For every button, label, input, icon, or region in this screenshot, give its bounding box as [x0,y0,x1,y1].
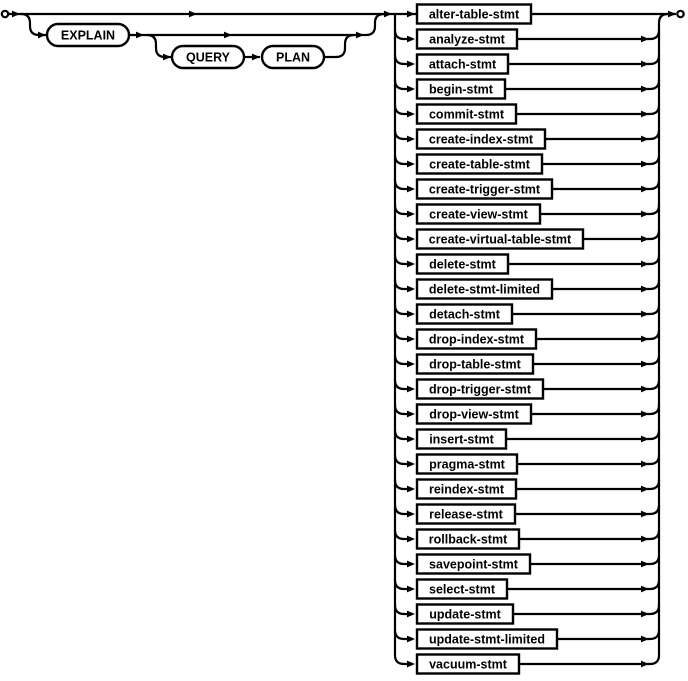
wire [395,230,407,239]
nonterminal-label: update-stmt-limited [429,632,545,647]
nonterminal-label: create-virtual-table-stmt [428,232,572,247]
arrow-right-icon [356,32,364,39]
arrow-right-icon [641,611,649,618]
arrow-right-icon [641,186,649,193]
wire [506,430,659,439]
keyword-label: PLAN [275,50,311,65]
wire [395,55,407,64]
arrow-right-icon [641,261,649,268]
arrow-right-icon [407,136,415,143]
wire [395,655,407,664]
wire [395,355,407,364]
arrow-right-icon [641,586,649,593]
nonterminal-label: drop-index-stmt [428,332,525,347]
wire [531,405,659,414]
wire [508,55,659,64]
nonterminal-label: drop-trigger-stmt [428,382,532,397]
arrow-right-icon [38,32,46,39]
wire [395,105,407,114]
arrow-right-icon [407,561,415,568]
wire [505,80,659,89]
arrow-right-icon [407,461,415,468]
wire [395,330,407,339]
wire [513,605,659,614]
wire [395,305,407,314]
wire [517,455,659,464]
nonterminal-begin-stmt[interactable] [417,80,505,99]
nonterminal-label: analyze-stmt [429,32,505,47]
arrow-right-icon [407,436,415,443]
wire [395,30,407,39]
wire [395,605,407,614]
nonterminal-create-trigger-stmt[interactable] [417,180,552,199]
nonterminal-label: commit-stmt [428,107,505,122]
nonterminal-label: pragma-stmt [429,457,505,472]
wire [395,80,407,89]
wire [395,530,407,539]
arrow-right-icon [407,536,415,543]
arrow-right-icon [407,236,415,243]
arrow-right-icon [641,386,649,393]
arrow-right-icon [641,661,649,668]
arrow-right-icon [641,161,649,168]
wire [395,180,407,189]
nonterminal-vacuum-stmt[interactable] [417,655,519,674]
arrow-right-icon [407,161,415,168]
wire [395,205,407,214]
arrow-right-icon [407,311,415,318]
arrow-right-icon [407,411,415,418]
keyword-explain [47,24,129,46]
wire [395,380,407,389]
nonterminal-label: reindex-stmt [428,482,505,497]
nonterminal-select-stmt[interactable] [417,580,507,599]
arrow-right-icon [641,536,649,543]
nonterminal-label: create-index-stmt [428,132,534,147]
wire [515,505,659,514]
nonterminal-alter-table-stmt[interactable] [417,5,531,24]
nonterminal-label: rollback-stmt [428,532,508,547]
arrow-right-icon [407,336,415,343]
arrow-right-icon [641,336,649,343]
nonterminal-detach-stmt[interactable] [417,305,512,324]
wire [395,255,407,264]
wire [508,255,659,264]
nonterminal-label: vacuum-stmt [429,657,507,672]
wire [659,14,668,655]
wire [21,14,46,35]
arrow-right-icon [136,32,144,39]
wire [395,430,407,439]
arrow-right-icon [407,361,415,368]
arrow-right-icon [407,86,415,93]
arrow-right-icon [641,361,649,368]
wire [516,480,659,489]
nonterminal-create-virtual-table-stmt[interactable] [417,230,583,249]
wire [395,455,407,464]
nonterminal-attach-stmt[interactable] [417,55,508,74]
nonterminal-label: create-trigger-stmt [428,182,541,197]
nonterminal-delete-stmt[interactable] [417,255,508,274]
arrow-right-icon [407,511,415,518]
nonterminal-label: drop-table-stmt [429,357,521,372]
arrow-right-icon [641,236,649,243]
nonterminal-analyze-stmt[interactable] [417,30,517,49]
wire [395,630,407,639]
arrow-right-icon [641,286,649,293]
wire [536,330,659,339]
arrow-right-icon [641,61,649,68]
arrow-right-icon [641,36,649,43]
arrow-right-icon [407,661,415,668]
nonterminal-label: drop-view-stmt [429,407,519,422]
nonterminal-label: create-table-stmt [429,157,530,172]
arrow-right-icon [407,261,415,268]
wire [517,30,659,39]
nonterminal-savepoint-stmt[interactable] [417,555,530,574]
arrow-right-icon [668,11,676,18]
arrow-right-icon [641,461,649,468]
wire [530,555,659,564]
nonterminal-label: delete-stmt-limited [428,282,541,297]
wire [507,580,659,589]
arrow-right-icon [641,411,649,418]
wire [395,505,407,514]
wire [516,105,659,114]
wire [519,530,659,539]
wire [583,230,659,239]
wire [512,305,659,314]
nonterminal-delete-stmt-limited[interactable] [417,280,552,299]
arrow-right-icon [407,386,415,393]
keyword-query [172,46,244,68]
nonterminal-create-view-stmt[interactable] [417,205,540,224]
nonterminal-create-index-stmt[interactable] [417,130,545,149]
arrow-right-icon [252,54,260,61]
keyword-label: QUERY [186,50,230,65]
arrow-right-icon [384,11,392,18]
nonterminal-label: detach-stmt [429,307,500,322]
arrow-right-icon [407,36,415,43]
arrow-right-icon [407,111,415,118]
wire [395,580,407,589]
arrow-right-icon [641,486,649,493]
nonterminal-label: select-stmt [429,582,495,597]
arrow-right-icon [641,111,649,118]
wire [395,555,407,564]
nonterminal-label: release-stmt [429,507,503,522]
arrow-right-icon [407,611,415,618]
arrow-right-icon [641,136,649,143]
nonterminal-label: begin-stmt [429,82,493,97]
arrow-right-icon [407,61,415,68]
wire [395,280,407,289]
nonterminal-create-table-stmt[interactable] [417,155,542,174]
arrow-right-icon [163,54,171,61]
arrow-right-icon [641,211,649,218]
nonterminal-label: insert-stmt [429,432,494,447]
arrow-right-icon [407,186,415,193]
nonterminal-label: savepoint-stmt [429,557,518,572]
arrow-right-icon [641,561,649,568]
wire [519,655,659,664]
wire [366,14,384,35]
arrow-right-icon [224,32,232,39]
nonterminal-drop-table-stmt[interactable] [417,355,533,374]
arrow-right-icon [407,636,415,643]
nonterminal-drop-trigger-stmt[interactable] [417,380,543,399]
nonterminal-insert-stmt[interactable] [417,430,506,449]
arrow-right-icon [641,311,649,318]
nonterminal-commit-stmt[interactable] [417,105,516,124]
nonterminal-label: update-stmt [429,607,501,622]
nonterminal-pragma-stmt[interactable] [417,455,517,474]
arrow-right-icon [641,86,649,93]
arrow-right-icon [12,11,20,18]
nonterminal-rollback-stmt[interactable] [417,530,519,549]
arrow-right-icon [407,486,415,493]
wire [147,35,171,57]
nonterminal-label: delete-stmt [429,257,496,272]
wire [533,355,659,364]
arrow-right-icon [407,286,415,293]
arrow-right-icon [189,11,197,18]
arrow-right-icon [641,636,649,643]
nonterminal-drop-view-stmt[interactable] [417,405,531,424]
arrow-right-icon [407,211,415,218]
nonterminal-reindex-stmt[interactable] [417,480,516,499]
nonterminal-update-stmt-limited[interactable] [417,630,557,649]
keyword-label: EXPLAIN [60,28,116,43]
arrow-right-icon [407,11,415,18]
keyword-plan [262,46,324,68]
end-terminal [677,11,683,17]
connector-lines [8,11,676,668]
wire [395,405,407,414]
arrow-right-icon [407,586,415,593]
nonterminal-label: attach-stmt [428,57,497,72]
nonterminal-label: create-view-stmt [429,207,528,222]
wire [395,480,407,489]
nonterminal-update-stmt[interactable] [417,605,513,624]
wire [324,35,354,57]
arrow-right-icon [641,511,649,518]
wire [395,130,407,139]
nonterminal-label: alter-table-stmt [428,7,520,22]
nonterminal-release-stmt[interactable] [417,505,515,524]
wire [395,155,407,164]
nonterminal-drop-index-stmt[interactable] [417,330,536,349]
arrow-right-icon [641,436,649,443]
start-terminal [2,11,8,17]
